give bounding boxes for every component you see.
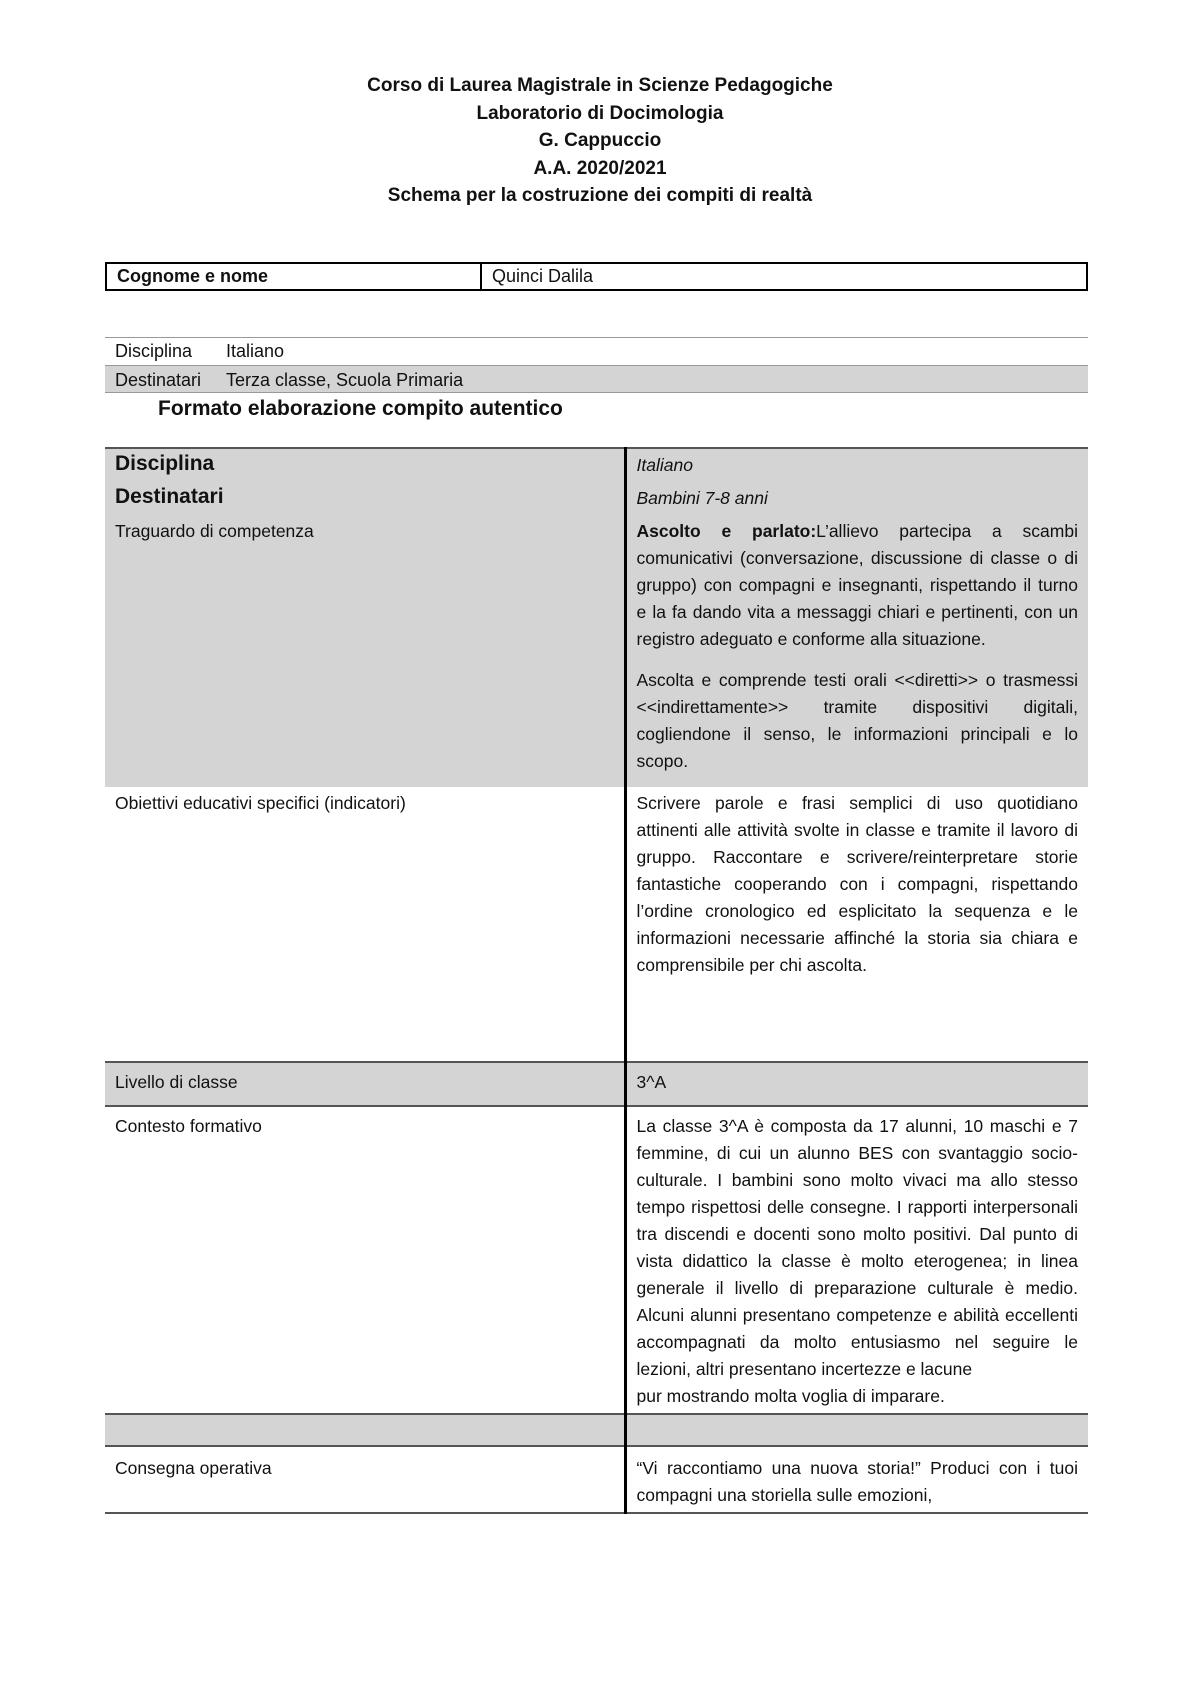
- info-disciplina-value: Italiano: [226, 341, 285, 361]
- schema-title: Schema per la costruzione dei compiti di realtà: [387, 185, 813, 206]
- table-row: [105, 482, 1088, 515]
- contesto-value: [625, 1106, 1088, 1414]
- obiettivi-text: Scrivere parole e frasi semplici di uso quotidiano attinenti alle attività svolte in classe e tramite il lavoro di gruppo. Raccontare e scrivere/reinterpretare storie fantastiche cooperando con i compagni, rispettando l’ordine cronologico ed esplicitato la sequenza e le informazioni necessarie affinché la storia sia chiara e comprensibile per chi ascolta.: [636, 793, 1078, 975]
- traguardo-value: [625, 515, 1088, 787]
- table-row: [105, 1062, 1088, 1106]
- table-row: [105, 448, 1088, 482]
- table-row: [105, 515, 1088, 787]
- livello-value: 3^A: [625, 1062, 1088, 1106]
- empty-cell: [625, 1414, 1088, 1446]
- info-destinatari-value: Terza classe, Scuola Primaria: [226, 370, 464, 390]
- contesto-text: La classe 3^A è composta da 17 alunni, 10 maschi e 7 femmine, di cui un alunno BES con svantaggio socio-culturale. I bambini sono molto vivaci ma allo stesso tempo rispettosi delle consegne. I rapporti interpersonali tra discendi e docenti sono molto positivi. Dal punto di vista didattico la classe è molto eterogenea; in linea generale il livello di preparazione culturale è medio. Alcuni alunni presentano competenze e abilità eccellenti accompagnati da molto entusiasmo nel seguire le lezioni, altri presentano incertezze e lacune: [636, 1116, 1078, 1379]
- table-row: [105, 1106, 1088, 1414]
- destinatari-value: Bambini 7-8 anni: [625, 482, 1088, 515]
- obiettivi-value: [625, 787, 1088, 1062]
- traguardo-paragraph-1: [637, 518, 1079, 653]
- course-title: Corso di Laurea Magistrale in Scienze Pedagogiche: [367, 75, 833, 96]
- contesto-label: Contesto formativo: [105, 1106, 625, 1414]
- livello-label: Livello di classe: [105, 1062, 625, 1106]
- info-disciplina-label: Disciplina: [115, 341, 193, 361]
- table-row: [105, 787, 1088, 1062]
- traguardo-p1-text: L’allievo partecipa a scambi comunicativi (conversazione, discussione di classe o di gruppo) con compagni e insegnanti, rispettando il turno e la fa dando vita a messaggi chiari e pertinenti, con un registro adeguato e conforme alla situazione.: [636, 521, 1078, 649]
- destinatari-label: Destinatari: [105, 482, 625, 515]
- document-header: [0, 72, 1200, 210]
- student-name-value: Quinci Dalila: [492, 266, 594, 286]
- task-table: [105, 447, 1088, 1514]
- traguardo-paragraph-2: Ascolta e comprende testi orali <<diretti>> o trasmessi <<indirettamente>> tramite dispositivi digitali, cogliendone il senso, le informazioni principali e lo scopo.: [636, 670, 1078, 771]
- info-destinatari-row: [105, 365, 1088, 393]
- professor-name: G. Cappuccio: [538, 130, 662, 151]
- info-disciplina-row: [105, 337, 1088, 364]
- consegna-text: “Vi raccontiamo una nuova storia!” Produci con i tuoi compagni una storiella sulle emozioni,: [636, 1458, 1078, 1505]
- lab-title: Laboratorio di Docimologia: [476, 102, 724, 124]
- empty-cell: [105, 1414, 625, 1446]
- student-name-label: Cognome e nome: [107, 264, 482, 289]
- academic-year: A.A. 2020/2021: [533, 157, 667, 179]
- traguardo-label: Traguardo di competenza: [105, 515, 625, 787]
- disciplina-label: Disciplina: [105, 448, 625, 482]
- table-row: [105, 1446, 1088, 1513]
- consegna-value: [625, 1446, 1088, 1513]
- traguardo-bold-lead: Ascolto e parlato:: [636, 521, 817, 541]
- disciplina-value: Italiano: [625, 448, 1088, 482]
- contesto-last-line: pur mostrando molta voglia di imparare.: [636, 1386, 945, 1406]
- format-title: Formato elaborazione compito autentico: [158, 397, 563, 420]
- student-name-table: [105, 262, 1088, 291]
- table-row: [105, 1414, 1088, 1446]
- obiettivi-label: Obiettivi educativi specifici (indicatori): [105, 787, 625, 1062]
- info-destinatari-label: Destinatari: [115, 370, 202, 390]
- consegna-label: Consegna operativa: [105, 1446, 625, 1513]
